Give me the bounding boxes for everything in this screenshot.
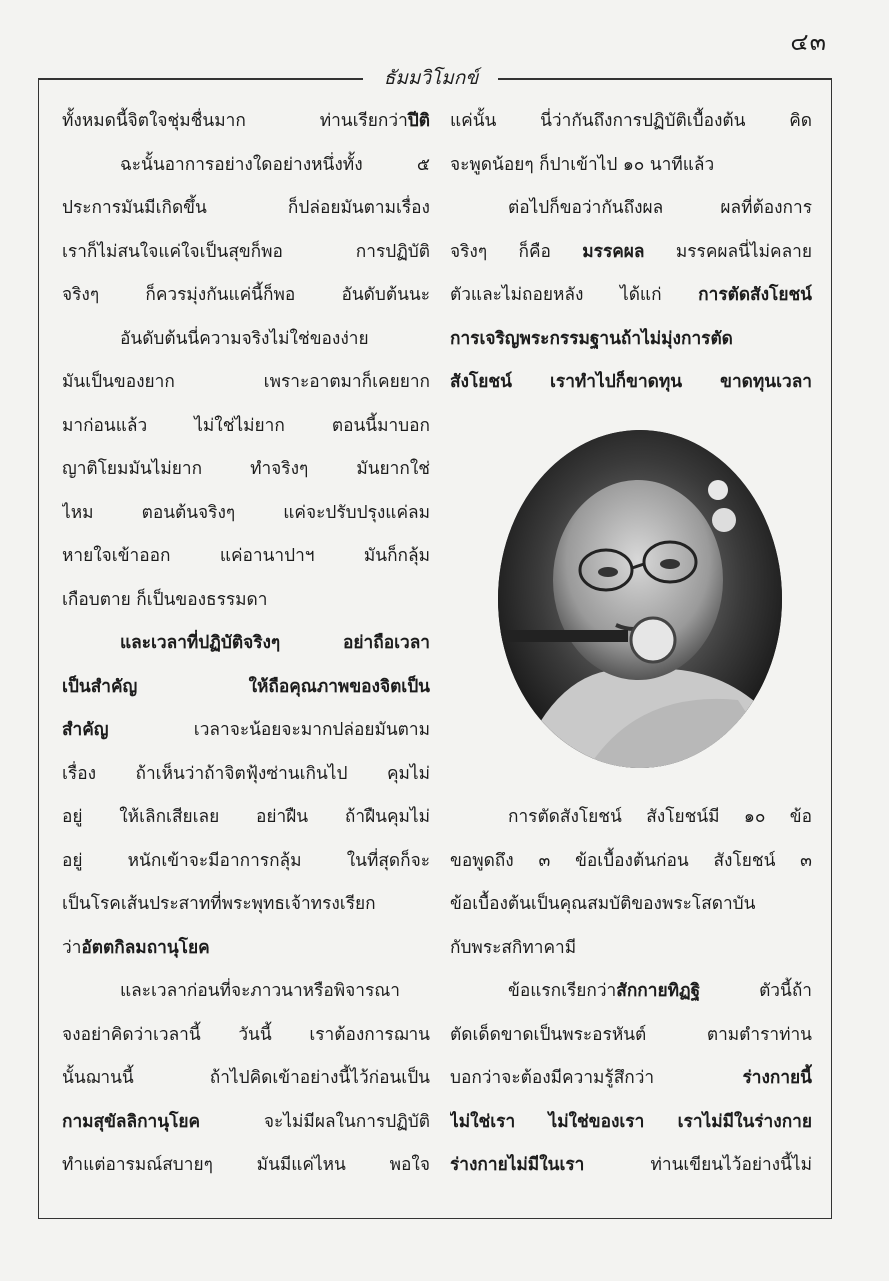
text-line <box>450 1014 812 1058</box>
text-run: ญาติโยมมันไม่ยาก ทำจริงๆ มันยากใช่ <box>62 459 430 479</box>
text-line <box>450 1101 812 1145</box>
text-run: เป็นโรคเส้นประสาทที่พระพุทธเจ้าทรงเรียก <box>62 894 376 914</box>
text-run: มาก่อนแล้ว ไม่ใช่ไม่ยาก ตอนนี้มาบอก <box>62 415 430 436</box>
text-run: ข้อแรกเรียกว่า <box>508 981 617 1001</box>
text-run: ทั้งหมดนี้จิตใจชุ่มชื่นมาก ท่านเรียกว่า <box>62 111 408 131</box>
text-line <box>62 796 430 840</box>
text-line <box>450 100 812 144</box>
text-line <box>62 492 430 536</box>
text-line <box>450 144 812 188</box>
text-line <box>62 1057 430 1101</box>
bold-text: ร่างกายนี้ <box>742 1068 812 1088</box>
text-line <box>62 579 430 623</box>
text-line <box>62 1144 430 1188</box>
text-line <box>62 361 430 405</box>
text-line <box>450 361 812 405</box>
text-run: อยู่ ให้เลิกเสียเลย อย่าฝืน ถ้าฝืนคุมไม่ <box>62 807 430 827</box>
text-line <box>62 622 430 666</box>
text-run: มรรคผลนี่ไม่คลาย <box>644 241 812 262</box>
text-line <box>62 535 430 579</box>
text-run: อยู่ หนักเข้าจะมีอาการกลุ้ม ในที่สุดก็จะ <box>62 850 430 871</box>
text-run: ตัวและไม่ถอยหลัง ได้แก่ <box>450 285 699 305</box>
text-run: ขอพูดถึง ๓ ข้อเบื้องต้นก่อน สังโยชน์ ๓ <box>450 850 812 871</box>
text-run: จงอย่าคิดว่าเวลานี้ วันนี้ เราต้องการฌาน <box>62 1024 430 1045</box>
bold-text: อัตตกิลมถานุโยค <box>81 937 210 958</box>
text-run: ข้อเบื้องต้นเป็นคุณสมบัติของพระโสดาบัน <box>450 894 756 914</box>
page-number: ๔๓ <box>790 28 827 56</box>
text-line <box>62 405 430 449</box>
text-line <box>62 753 430 797</box>
text-run: เรื่อง ถ้าเห็นว่าถ้าจิตฟุ้งซ่านเกินไป คุมไม่ <box>62 763 430 784</box>
text-line <box>450 318 812 362</box>
text-run: จริงๆ ก็คือ <box>450 241 583 262</box>
bold-text: ไม่ใช่เรา ไม่ใช่ของเรา เราไม่มีในร่างกาย <box>450 1111 812 1132</box>
text-run: แค่นั้น นี่ว่ากันถึงการปฏิบัติเบื้องต้น คิด <box>450 111 812 131</box>
text-line <box>62 709 430 753</box>
text-line <box>62 144 430 188</box>
text-run: นั้นฌานนี้ ถ้าไปคิดเข้าอย่างนี้ไว้ก่อนเป็น <box>62 1068 430 1088</box>
monk-portrait-photo <box>498 430 782 768</box>
right-column-bottom <box>450 796 812 1188</box>
bold-text: ปีติ <box>407 111 430 131</box>
text-run: จริงๆ ก็ควรมุ่งกันแค่นี้ก็พอ อันดับต้นนะ <box>62 285 430 305</box>
text-run: ว่า <box>62 937 82 958</box>
text-line <box>62 927 430 971</box>
bold-text: กามสุขัลลิกานุโยค <box>62 1111 201 1132</box>
text-run: ท่านเขียนไว้อย่างนี้ไม่ <box>584 1155 812 1175</box>
text-line <box>62 883 430 927</box>
text-run: ฉะนั้นอาการอย่างใดอย่างหนึ่งทั้ง ๕ <box>120 154 430 175</box>
text-line <box>62 970 430 1014</box>
text-run: จะไม่มีผลในการปฏิบัติ <box>200 1111 430 1132</box>
text-run: อันดับต้นนี่ความจริงไม่ใช่ของง่าย <box>120 328 369 349</box>
text-line <box>62 231 430 275</box>
bold-text: เป็นสำคัญ ให้ถือคุณภาพของจิตเป็น <box>62 676 430 697</box>
text-line <box>450 187 812 231</box>
bold-text: การตัดสังโยชน์ <box>698 285 812 305</box>
bold-text: สักกายทิฏฐิ <box>616 981 701 1001</box>
text-line <box>450 927 812 971</box>
text-run: ทำแต่อารมณ์สบายๆ มันมีแค่ไหน พอใจ <box>62 1155 430 1175</box>
text-line <box>450 796 812 840</box>
text-run: เวลาจะน้อยจะมากปล่อยมันตาม <box>108 720 430 740</box>
text-run: ประการมันมีเกิดขึ้น ก็ปล่อยมันตามเรื่อง <box>62 198 430 218</box>
text-run: กับพระสกิทาคามี <box>450 937 577 958</box>
running-head: ธัมมวิโมกข์ <box>383 67 479 89</box>
bold-text: ร่างกายไม่มีในเรา <box>450 1155 585 1175</box>
text-line <box>62 100 430 144</box>
text-run: และเวลาก่อนที่จะภาวนาหรือพิจารณา <box>120 981 400 1001</box>
text-line <box>450 274 812 318</box>
text-run: จะพูดน้อยๆ ก็ปาเข้าไป ๑๐ นาทีแล้ว <box>450 154 715 175</box>
text-line <box>450 1057 812 1101</box>
text-run: ต่อไปก็ขอว่ากันถึงผล ผลที่ต้องการ <box>508 198 812 218</box>
text-run: บอกว่าจะต้องมีความรู้สึกว่า <box>450 1068 743 1088</box>
text-run: เราก็ไม่สนใจแค่ใจเป็นสุขก็พอ การปฏิบัติ <box>62 241 430 262</box>
right-column-top <box>450 100 812 405</box>
bold-text: มรรคผล <box>582 241 645 262</box>
text-run: ตัดเด็ดขาดเป็นพระอรหันต์ ตามตำราท่าน <box>450 1024 812 1045</box>
text-line <box>450 840 812 884</box>
bold-text: การเจริญพระกรรมฐานถ้าไม่มุ่งการตัด <box>450 328 733 349</box>
text-line <box>62 840 430 884</box>
bold-text: สังโยชน์ เราทำไปก็ขาดทุน ขาดทุนเวลา <box>450 372 812 392</box>
text-line <box>450 1144 812 1188</box>
text-run: การตัดสังโยชน์ สังโยชน์มี ๑๐ ข้อ <box>508 807 812 827</box>
bold-text: และเวลาที่ปฏิบัติจริงๆ อย่าถือเวลา <box>120 633 430 653</box>
text-line <box>62 1101 430 1145</box>
text-line <box>450 970 812 1014</box>
text-line <box>62 318 430 362</box>
text-line <box>450 883 812 927</box>
text-run: มันเป็นของยาก เพราะอาตมาก็เคยยาก <box>62 372 430 392</box>
text-run: หายใจเข้าออก แค่อานาปาฯ มันก็กลุ้ม <box>62 546 430 566</box>
text-run: ตัวนี้ถ้า <box>700 981 812 1001</box>
text-line <box>62 448 430 492</box>
text-line <box>62 274 430 318</box>
text-run: เกือบตาย ก็เป็นของธรรมดา <box>62 589 268 610</box>
text-run: ไหม ตอนต้นจริงๆ แค่จะปรับปรุงแค่ลม <box>62 502 430 523</box>
text-line <box>450 231 812 275</box>
text-line <box>62 666 430 710</box>
text-line <box>62 187 430 231</box>
text-line <box>62 1014 430 1058</box>
left-column <box>62 100 430 1188</box>
bold-text: สำคัญ <box>62 720 109 740</box>
